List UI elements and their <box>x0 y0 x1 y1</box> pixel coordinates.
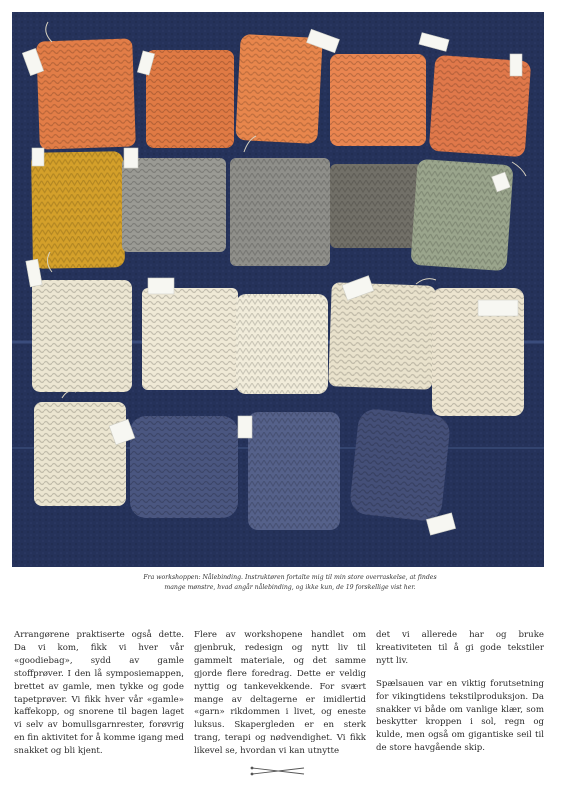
paragraph: Spælsauen var en viktig forutsetning for vikingtidens tekstilproduksjon. Da snakker vi både om vanlige klær, som beskytter kroppen i sol, regn og kulde, men også om gigantiske seil til de store havgående skip. <box>376 678 544 754</box>
photo-caption <box>115 573 465 593</box>
knitting-needles-ornament-icon <box>250 765 306 777</box>
caption-line-1: Fra workshoppen: Nålebinding. Instruktøren fortalte mig til min store overraskelse, at findes <box>143 574 437 581</box>
article-column-3 <box>376 629 544 765</box>
paragraph: Arrangørene praktiserte også dette. Da vi kom, fikk vi hver vår «goodiebag», sydd av gamle stoffprøver. I den lå symposiemappen, brettet av gamle, men tykke og gode tapetprøver. Vi fikk hver vår «gamle» kaffekopp, og snorene til bagen laget vi selv av bomullsgarnrester, forøvrig en fin aktivitet for å komme igang med snakket og bli kjent. <box>14 630 184 757</box>
caption-line-2: mange mønstre, hvad angår nålebinding, og ikke kun, de 19 forskellige vist her. <box>164 584 416 591</box>
mustard-grey-swatch-row <box>31 151 514 271</box>
paragraph: Flere av workshopene handlet om gjenbruk, redesign og nytt liv til gammelt materiale, og det samme gjorde flere foredrag. Dette er veldig nyttig og tankevekkende. For svært mange av deltagerne er imidlertid «garn» rikdommen i livet, og eneste luksus. Skapergleden er en sterk trang, terapi og nødvendighet. Vi fikk likevel se, hvordan vi kan utnytte <box>194 630 366 757</box>
knitted-swatches-illustration <box>12 12 544 567</box>
article-column-1 <box>14 629 184 768</box>
article-column-2 <box>194 629 366 768</box>
swatch-photo <box>12 12 544 567</box>
paragraph: det vi allerede har og bruke kreativiteten til å gi gode tekstiler nytt liv. <box>376 630 544 666</box>
